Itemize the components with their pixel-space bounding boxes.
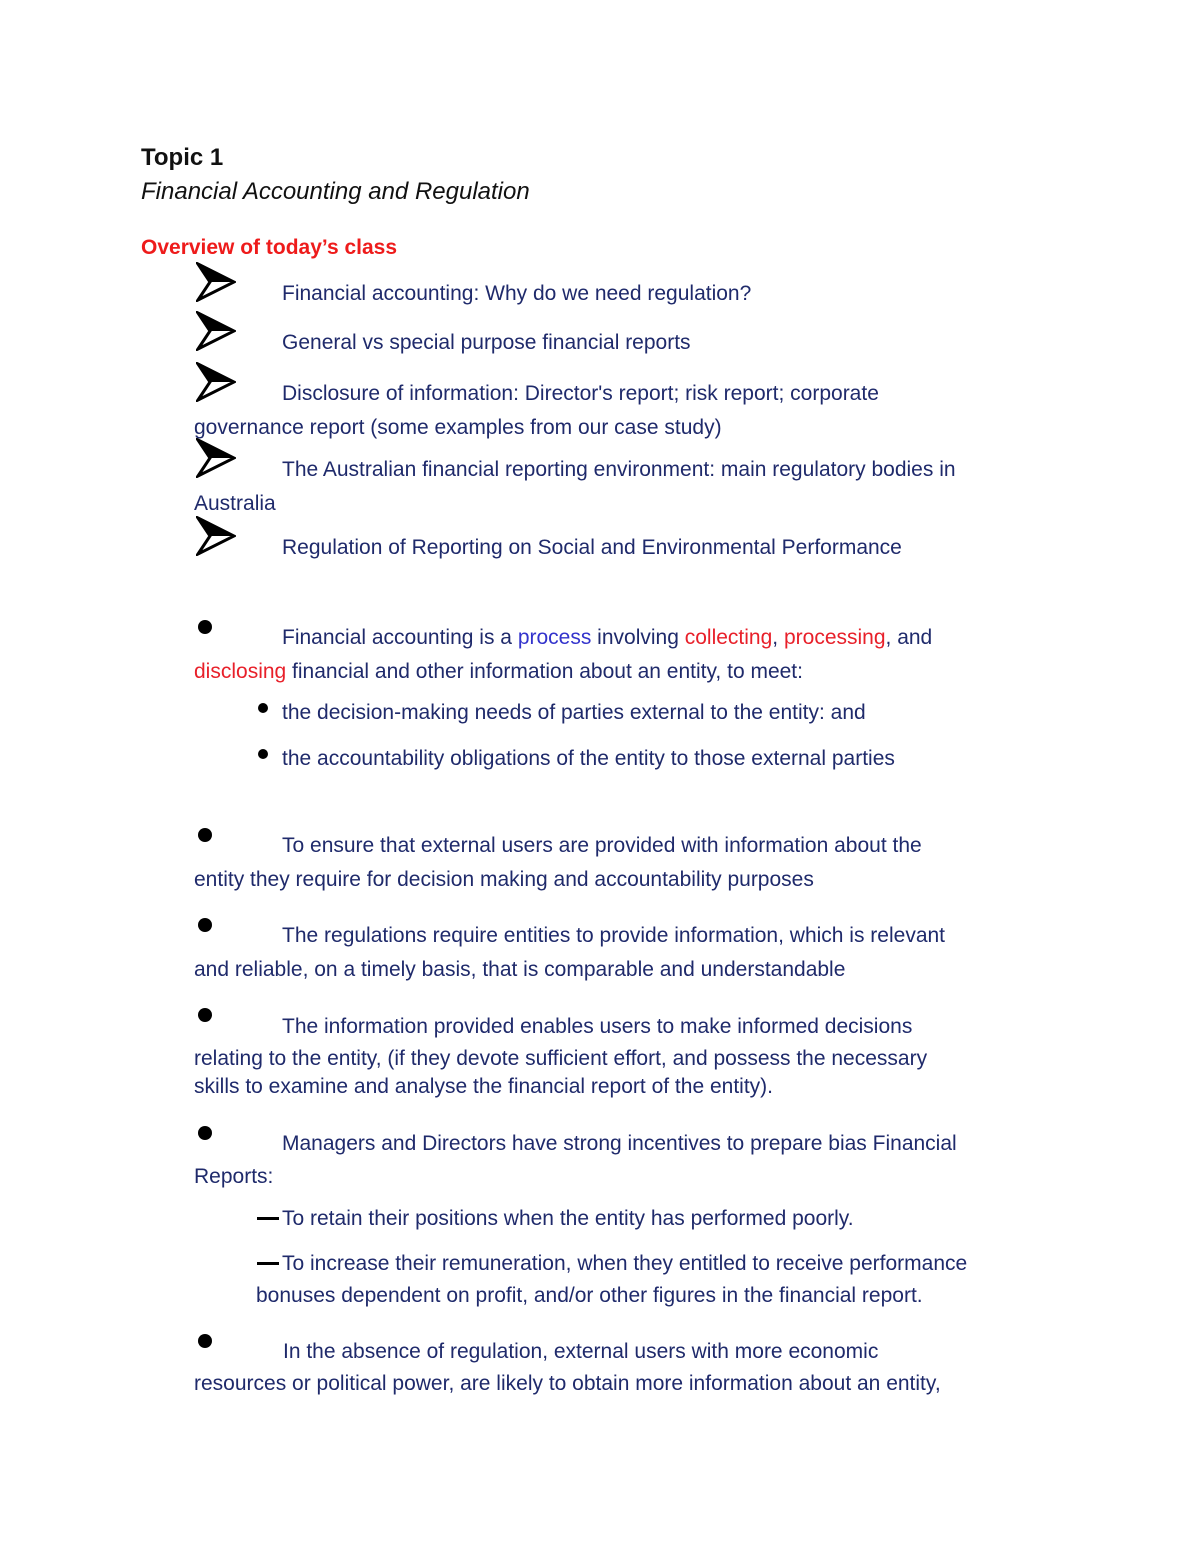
arrow-bullet-icon xyxy=(196,362,236,402)
bullet-4-line-3: skills to examine and analyse the financial report of the entity). xyxy=(194,1075,773,1098)
overview-heading: Overview of today’s class xyxy=(141,236,398,259)
dash-bullet-icon xyxy=(257,1217,279,1220)
bullet-5-line-2: Reports: xyxy=(194,1165,274,1188)
bullet-dot-icon xyxy=(198,620,212,634)
bullet-2-line-1: To ensure that external users are provided with information about the xyxy=(282,834,922,857)
arrow-bullet-icon xyxy=(196,516,236,556)
bullet-dot-icon xyxy=(198,828,212,842)
bullet-1-line-2: disclosing financial and other information about an entity, to meet: xyxy=(194,660,803,683)
arrow-bullet-icon xyxy=(196,262,236,302)
overview-item-3-cont: governance report (some examples from our case study) xyxy=(194,416,722,439)
arrow-bullet-icon xyxy=(196,438,236,478)
bullet-dot-icon xyxy=(198,918,212,932)
bullet-1-sub-1: the decision-making needs of parties external to the entity: and xyxy=(282,701,866,724)
overview-item-1: Financial accounting: Why do we need regulation? xyxy=(282,282,752,305)
bullet-dot-icon xyxy=(198,1126,212,1140)
dash-bullet-icon xyxy=(257,1262,279,1265)
bullet-6-line-1: In the absence of regulation, external users with more economic xyxy=(283,1340,879,1363)
page-title: Topic 1 xyxy=(141,144,224,171)
arrow-bullet-icon xyxy=(196,311,236,351)
bullet-4-line-2: relating to the entity, (if they devote sufficient effort, and possess the necessary xyxy=(194,1047,928,1070)
overview-item-3: Disclosure of information: Director's report; risk report; corporate xyxy=(282,382,879,405)
overview-item-2: General vs special purpose financial reports xyxy=(282,331,691,354)
bullet-5-line-1: Managers and Directors have strong incentives to prepare bias Financial xyxy=(282,1132,957,1155)
sub-bullet-dot-icon xyxy=(258,703,268,713)
bullet-5-sub-2-line-2: bonuses dependent on profit, and/or other figures in the financial report. xyxy=(256,1284,923,1307)
overview-item-5: Regulation of Reporting on Social and Environmental Performance xyxy=(282,536,902,559)
page-subtitle: Financial Accounting and Regulation xyxy=(141,178,530,205)
bullet-1-line-1: Financial accounting is a process involving collecting, processing, and xyxy=(282,626,933,649)
sub-bullet-dot-icon xyxy=(258,749,268,759)
bullet-1-sub-2: the accountability obligations of the entity to those external parties xyxy=(282,747,895,770)
overview-item-4-cont: Australia xyxy=(194,492,276,515)
bullet-6-line-2: resources or political power, are likely to obtain more information about an entity, xyxy=(194,1372,941,1395)
bullet-5-sub-2-line-1: To increase their remuneration, when they entitled to receive performance xyxy=(282,1252,968,1275)
bullet-3-line-2: and reliable, on a timely basis, that is comparable and understandable xyxy=(194,958,846,981)
bullet-dot-icon xyxy=(198,1008,212,1022)
bullet-4-line-1: The information provided enables users to make informed decisions xyxy=(282,1015,913,1038)
bullet-3-line-1: The regulations require entities to provide information, which is relevant xyxy=(282,924,946,947)
bullet-dot-icon xyxy=(198,1334,212,1348)
overview-item-4: The Australian financial reporting environment: main regulatory bodies in xyxy=(282,458,956,481)
bullet-5-sub-1: To retain their positions when the entity has performed poorly. xyxy=(282,1207,854,1230)
bullet-2-line-2: entity they require for decision making and accountability purposes xyxy=(194,868,814,891)
